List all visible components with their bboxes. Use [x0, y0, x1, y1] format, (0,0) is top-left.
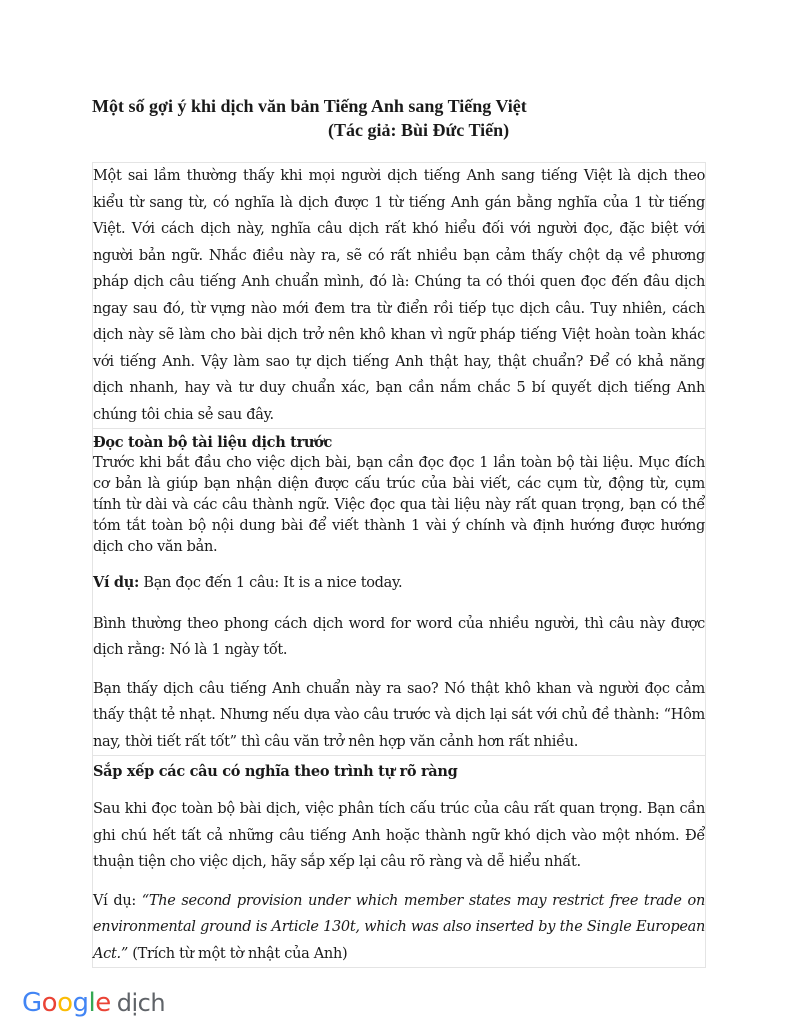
logo-letter: G [22, 988, 42, 1018]
section-body: Sau khi đọc toàn bộ bài dịch, việc phân tích cấu trúc của câu rất quan trọng. Bạn cần ghi chú hết tất cả những câu tiếng Anh hoặc thành ngữ khó dịch vào một nhóm. Để thuận tiện cho việc dịch, hãy sắp xếp lại câu rõ ràng và dễ hiểu nhất. [93, 801, 705, 870]
intro-block [92, 162, 706, 428]
section-heading: Sắp xếp các câu có nghĩa theo trình tự rõ ràng [93, 763, 458, 780]
logo-suffix: dịch [116, 989, 166, 1017]
google-translate-logo [22, 988, 165, 1018]
logo-letter: l [88, 988, 96, 1018]
logo-letter: o [57, 988, 73, 1018]
example-label: Ví dụ: [93, 574, 140, 591]
section-read-first [92, 428, 706, 755]
document-title: Một số gợi ý khi dịch văn bản Tiếng Anh sang Tiếng Việt [92, 96, 527, 116]
document-page [92, 94, 706, 968]
example-text: Bạn đọc đến 1 câu: It is a nice today. [139, 575, 403, 591]
section-arrange-sentences [92, 755, 706, 967]
example-line [93, 888, 705, 968]
example-line [93, 570, 705, 597]
intro-paragraph: Một sai lầm thường thấy khi mọi người dịch tiếng Anh sang tiếng Việt là dịch theo kiểu từ sang từ, có nghĩa là dịch được 1 từ tiếng Anh gán bằng nghĩa của 1 từ tiếng Việt. Với cách dịch này, nghĩa câu dịch rất khó hiểu đối với người đọc, đặc biệt với người bản ngữ. Nhắc điều này ra, sẽ có rất nhiều bạn cảm thấy chột dạ về phương pháp dịch câu tiếng Anh chuẩn mình, đó là: Chúng ta có thói quen đọc đến đâu dịch ngay sau đó, từ vựng nào mới đem tra từ điển rồi tiếp tục dịch câu. Tuy nhiên, cách dịch này sẽ làm cho bài dịch trở nên khô khan vì ngữ pháp tiếng Việt hoàn toàn khác với tiếng Anh. Vậy làm sao tự dịch tiếng Anh thật hay, thật chuẩn? Để có khả năng dịch nhanh, hay và tư duy chuẩn xác, bạn cần nắm chắc 5 bí quyết dịch tiếng Anh chúng tôi chia sẻ sau đây. [93, 168, 705, 423]
example-source: (Trích từ một tờ nhật của Anh) [127, 945, 348, 962]
logo-letter: o [41, 988, 58, 1018]
document-author: (Tác giả: Bùi Đức Tiến) [328, 120, 510, 140]
section-heading: Đọc toàn bộ tài liệu dịch trước [93, 434, 333, 451]
divider [92, 967, 706, 968]
logo-letter: g [72, 988, 89, 1018]
logo-letter: e [95, 988, 111, 1018]
paragraph: Bình thường theo phong cách dịch word for word của nhiều người, thì câu này được dịch rằng: Nó là 1 ngày tốt. [93, 615, 705, 658]
example-quote: “The second provision under which member states may restrict free trade on environmental ground is Article 130t, which was also inserted by the Single European Act.” [93, 892, 705, 962]
section-body: Trước khi bắt đầu cho việc dịch bài, bạn cần đọc đọc 1 lần toàn bộ tài liệu. Mục đích cơ bản là giúp bạn nhận diện được cấu trúc của bài viết, các cụm từ, động từ, cụm tính từ dài và các câu thành ngữ. Việc đọc qua tài liệu này rất quan trọng, bạn có thể tóm tắt toàn bộ nội dung bài để viết thành 1 vài ý chính và định hướng được hướng dịch cho văn bản. [93, 455, 705, 555]
paragraph: Bạn thấy dịch câu tiếng Anh chuẩn này ra sao? Nó thật khô khan và người đọc cảm thấy thật tẻ nhạt. Nhưng nếu dựa vào câu trước và dịch lại sát với chủ đề thành: “Hôm nay, thời tiết rất tốt” thì câu văn trở nên hợp văn cảnh hơn rất nhiều. [93, 680, 705, 750]
example-label: Ví dụ: [93, 892, 142, 909]
